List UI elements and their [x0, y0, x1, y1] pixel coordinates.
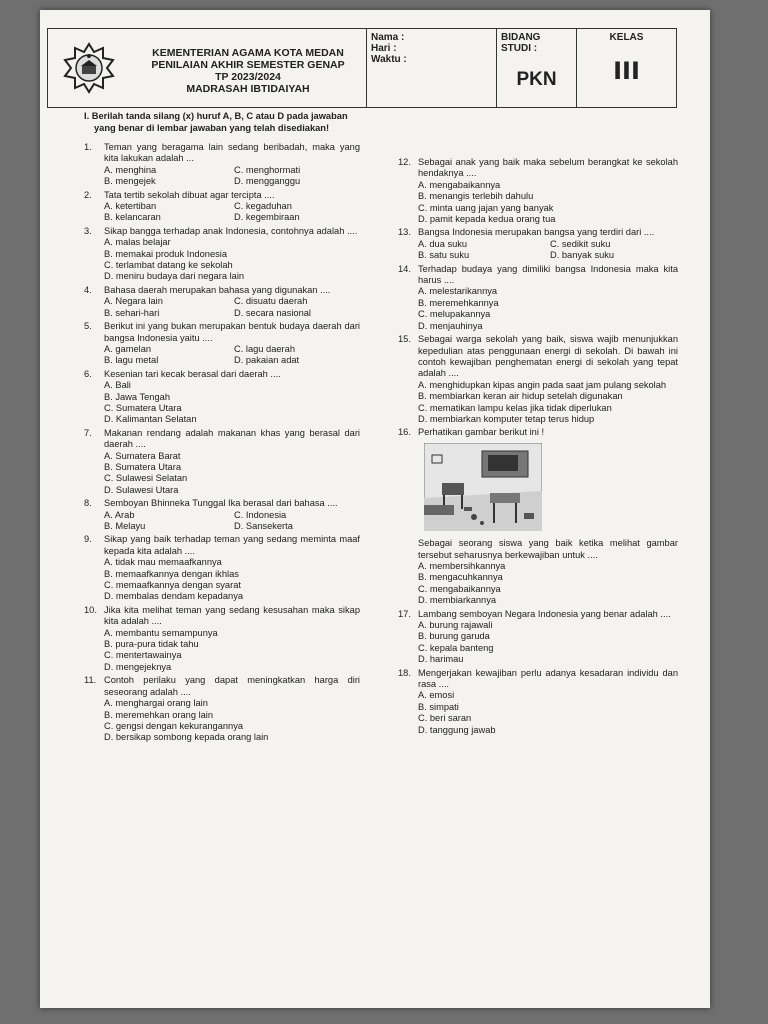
answer-option[interactable]: A. menghidupkan kipas angin pada saat jam pulang sekolah: [418, 379, 667, 390]
answer-option[interactable]: A. melestarikannya: [418, 286, 498, 297]
question-stem: [398, 427, 678, 438]
question-stem: [84, 605, 360, 628]
question-number: 6.: [84, 368, 92, 379]
answer-option[interactable]: A. Negara lain: [104, 296, 163, 307]
answer-option[interactable]: C. Sulawesi Selatan: [104, 473, 188, 484]
question-number: 2.: [84, 189, 92, 200]
question-text: Jika kita melihat teman yang sedang kesusahan maka sikap kita adalah ....: [104, 604, 360, 627]
question-stem: [398, 227, 678, 238]
answer-option[interactable]: C. Indonesia: [234, 509, 287, 520]
answer-option[interactable]: D. bersikap sombong kepada orang lain: [104, 732, 269, 743]
answer-option[interactable]: D. Sulawesi Utara: [104, 484, 179, 495]
answer-option[interactable]: D. membiarkan komputer tetap terus hidup: [418, 413, 595, 424]
question-list-left: [84, 142, 360, 744]
answer-options: [398, 180, 678, 226]
question-item: [84, 142, 360, 188]
answer-options: [84, 698, 360, 744]
question-stem: [84, 285, 360, 296]
question-text: Sebagai warga sekolah yang baik, siswa wajib menunjukkan kepedulian atas penggunaan energi di sekolah. Di bawah ini contoh kewajiban penghematan energi di sekolah yang tepat adalah ....: [418, 334, 678, 379]
answer-option[interactable]: C. melupakannya: [418, 309, 491, 320]
question-text-continued: Sebagai seorang siswa yang baik ketika melihat gambar tersebut seharusnya berkewajiban untuk ....: [418, 538, 678, 560]
answer-options: [84, 344, 360, 367]
answer-option[interactable]: B. membiarkan keran air hidup setelah digunakan: [418, 391, 623, 402]
answer-options: [398, 286, 678, 332]
question-number: 16.: [398, 427, 411, 438]
answer-options: [84, 557, 360, 603]
question-stem: [84, 190, 360, 201]
answer-option[interactable]: B. sehari-hari: [104, 307, 160, 318]
answer-option[interactable]: C. beri saran: [418, 713, 472, 724]
question-stem: [84, 142, 360, 165]
answer-options: [84, 628, 360, 674]
answer-option[interactable]: C. kepala banteng: [418, 642, 494, 653]
answer-option[interactable]: D. kegembiraan: [234, 212, 300, 223]
answer-option[interactable]: D. mengganggu: [234, 176, 301, 187]
answer-option[interactable]: D. Kalimantan Selatan: [104, 414, 197, 425]
answer-option[interactable]: C. Sumatera Utara: [104, 402, 182, 413]
question-text: Semboyan Bhinneka Tunggal Ika berasal dari bahasa ....: [104, 498, 338, 509]
question-item: [84, 428, 360, 496]
question-item: [84, 321, 360, 367]
question-number: 13.: [398, 227, 411, 238]
question-text: Sebagai anak yang baik maka sebelum berangkat ke sekolah hendaknya ....: [418, 157, 678, 179]
school-name: MADRASAH IBTIDAIYAH: [186, 83, 310, 95]
answer-option[interactable]: C. disuatu daerah: [234, 296, 308, 307]
question-text: Bahasa daerah merupakan bahasa yang digunakan ....: [104, 284, 331, 295]
header-title: [130, 29, 366, 107]
answer-option[interactable]: D. menjauhinya: [418, 320, 483, 331]
answer-options: [398, 380, 678, 426]
question-item: [84, 498, 360, 532]
student-info: [366, 29, 496, 107]
answer-option[interactable]: B. meremehkan orang lain: [104, 709, 214, 720]
subject-value: PKN: [516, 69, 557, 90]
answer-options: [398, 620, 678, 666]
answer-option[interactable]: B. lagu metal: [104, 355, 159, 366]
answer-option[interactable]: D. pakaian adat: [234, 355, 300, 366]
class-label: KELAS: [609, 32, 644, 43]
instructions: I. Berilah tanda silang (x) huruf A, B, C atau D pada jawaban yang benar di lembar jawaban yang telah disediakan!: [84, 111, 348, 133]
answer-options: [398, 690, 678, 736]
question-item: [398, 157, 678, 225]
time-label: Waktu :: [371, 54, 407, 65]
answer-option[interactable]: C. lagu daerah: [234, 343, 295, 354]
question-number: 10.: [84, 604, 97, 615]
answer-options: [398, 561, 678, 607]
question-text: Teman yang beragama lain sedang beribadah, maka yang kita lakukan adalah ...: [104, 142, 360, 164]
left-column: [84, 110, 360, 746]
answer-option[interactable]: A. Sumatera Barat: [104, 450, 181, 461]
question-text: Berikut ini yang bukan merupakan bentuk budaya daerah dari bangsa Indonesia yaitu ....: [104, 321, 360, 343]
question-item: [398, 334, 678, 425]
question-number: 9.: [84, 534, 92, 545]
question-item: [84, 226, 360, 283]
question-stem: [84, 675, 360, 698]
answer-option[interactable]: C. minta uang jajan yang banyak: [418, 202, 554, 213]
answer-options: [84, 451, 360, 497]
answer-option[interactable]: B. burung garuda: [418, 631, 490, 642]
answer-option[interactable]: C. mentertawainya: [104, 650, 182, 661]
answer-option[interactable]: A. membersihkannya: [418, 560, 506, 571]
answer-option[interactable]: D. banyak suku: [550, 250, 615, 261]
question-item: [84, 605, 360, 673]
question-item: [398, 609, 678, 666]
answer-options: [84, 201, 360, 224]
question-stem: [84, 534, 360, 557]
answer-option[interactable]: C. mematikan lampu kelas jika tidak diperlukan: [418, 402, 612, 413]
question-stem: [84, 369, 360, 380]
question-number: 15.: [398, 334, 411, 345]
right-column: [398, 157, 678, 738]
answer-option[interactable]: A. menghina: [104, 164, 157, 175]
question-text: Sikap bangga terhadap anak Indonesia, contohnya adalah ....: [104, 225, 358, 236]
answer-option[interactable]: B. kelancaran: [104, 212, 161, 223]
question-stem: [84, 428, 360, 451]
question-text: Tata tertib sekolah dibuat agar tercipta ....: [104, 189, 275, 200]
answer-option[interactable]: A. menghargai orang lain: [104, 698, 208, 709]
question-item: [84, 369, 360, 426]
answer-option[interactable]: D. membiarkannya: [418, 595, 497, 606]
answer-option[interactable]: B. Sumatera Utara: [104, 461, 181, 472]
question-stem: [398, 157, 678, 180]
answer-option[interactable]: B. mengejek: [104, 176, 156, 187]
question-number: 4.: [84, 284, 92, 295]
answer-options: [84, 237, 360, 283]
answer-option[interactable]: B. pura-pura tidak tahu: [104, 639, 199, 650]
question-stem: [398, 668, 678, 691]
question-number: 5.: [84, 321, 92, 332]
answer-option[interactable]: A. burung rajawali: [418, 620, 493, 630]
day-label: Hari :: [371, 43, 397, 54]
question-stem: [398, 609, 678, 620]
question-stem: [398, 334, 678, 380]
question-text: Perhatikan gambar berikut ini !: [418, 427, 545, 438]
answer-option[interactable]: B. Melayu: [104, 521, 146, 531]
name-label: Nama :: [371, 32, 405, 43]
question-text: Kesenian tari kecak berasal dari daerah ....: [104, 368, 281, 379]
answer-option[interactable]: B. mengacuhkannya: [418, 572, 503, 583]
answer-option[interactable]: A. membantu semampunya: [104, 627, 218, 638]
question-text: Terhadap budaya yang dimiliki bangsa Indonesia maka kita harus ....: [418, 263, 678, 286]
question-number: 17.: [398, 608, 411, 619]
answer-option[interactable]: C. kegaduhan: [234, 201, 292, 212]
answer-option[interactable]: B. memaafkannya dengan ikhlas: [104, 568, 239, 579]
answer-option[interactable]: A. malas belajar: [104, 237, 171, 248]
institution-name: KEMENTERIAN AGAMA KOTA MEDAN: [152, 47, 344, 59]
question-stem: [398, 264, 678, 287]
answer-options: [398, 239, 678, 262]
answer-option[interactable]: C. sedikit suku: [550, 238, 611, 249]
question-number: 3.: [84, 225, 92, 236]
question-list-right: [398, 157, 678, 736]
answer-option[interactable]: B. menangis terlebih dahulu: [418, 191, 534, 202]
class-value: III: [613, 57, 640, 85]
answer-option[interactable]: C. terlambat datang ke sekolah: [104, 260, 233, 271]
answer-option[interactable]: B. Jawa Tengah: [104, 391, 170, 402]
question-item: [398, 227, 678, 261]
question-item: [84, 285, 360, 319]
question-text: Mengerjakan kewajiban perlu adanya kesadaran individu dan rasa ....: [418, 667, 678, 690]
question-text: Makanan rendang adalah makanan khas yang berasal dari daerah ....: [104, 427, 360, 450]
answer-options: [84, 165, 360, 188]
question-item: [84, 675, 360, 743]
academic-year: TP 2023/2024: [215, 71, 281, 83]
answer-option[interactable]: D. mengejeknya: [104, 661, 172, 672]
answer-option[interactable]: D. secara nasional: [234, 307, 311, 318]
answer-option[interactable]: A. emosi: [418, 690, 455, 701]
messy-classroom-picture: [424, 443, 542, 531]
exam-name: PENILAIAN AKHIR SEMESTER GENAP: [151, 59, 345, 71]
question-text: Contoh perilaku yang dapat meningkatkan harga diri seseorang adalah ....: [104, 675, 360, 697]
answer-option[interactable]: C. mengabaikannya: [418, 583, 501, 594]
answer-option[interactable]: C. gengsi dengan kekurangannya: [104, 720, 244, 731]
question-stem: [84, 226, 360, 237]
answer-option[interactable]: B. satu suku: [418, 250, 470, 261]
answer-options: [84, 380, 360, 426]
question-number: 1.: [84, 142, 92, 152]
answer-option[interactable]: C. menghormati: [234, 164, 301, 175]
question-stem: [84, 498, 360, 509]
subject-cell: [496, 29, 576, 107]
question-text: Sikap yang baik terhadap teman yang sedang meminta maaf kepada kita adalah ....: [104, 534, 360, 556]
answer-options: [84, 296, 360, 319]
header-logo: [48, 29, 130, 107]
answer-option[interactable]: A. ketertiban: [104, 201, 157, 212]
question-number: 12.: [398, 157, 411, 167]
subject-label: BIDANG STUDI :: [501, 32, 541, 54]
answer-option[interactable]: A. gamelan: [104, 343, 152, 354]
answer-option[interactable]: A. tidak mau memaafkannya: [104, 557, 222, 568]
answer-option[interactable]: D. tanggung jawab: [418, 724, 496, 735]
question-number: 8.: [84, 498, 92, 509]
question-item: [84, 190, 360, 224]
question-item: [84, 534, 360, 602]
answer-option[interactable]: D. Sansekerta: [234, 521, 293, 531]
answer-option[interactable]: D. membalas dendam kepadanya: [104, 591, 244, 602]
question-number: 11.: [84, 675, 97, 686]
question-item: [398, 668, 678, 736]
question-stem: [84, 321, 360, 344]
answer-option[interactable]: D. pamit kepada kedua orang tua: [418, 214, 556, 225]
question-text: Lambang semboyan Negara Indonesia yang benar adalah ....: [418, 608, 671, 619]
answer-option[interactable]: A. Bali: [104, 380, 131, 391]
question-number: 7.: [84, 427, 92, 438]
question-number: 14.: [398, 263, 411, 274]
answer-option[interactable]: D. harimau: [418, 654, 464, 665]
question-item: [398, 264, 678, 332]
answer-option[interactable]: A. Arab: [104, 509, 135, 520]
question-text: Bangsa Indonesia merupakan bangsa yang terdiri dari ....: [418, 227, 655, 238]
answer-options: [84, 510, 360, 533]
answer-option[interactable]: A. dua suku: [418, 238, 468, 249]
kemenag-emblem-icon: [63, 42, 115, 94]
answer-option[interactable]: C. memaafkannya dengan syarat: [104, 580, 241, 591]
question-number: 18.: [398, 667, 411, 678]
exam-header: [47, 28, 677, 108]
answer-option[interactable]: B. meremehkannya: [418, 297, 499, 308]
answer-option[interactable]: B. memakai produk Indonesia: [104, 248, 227, 259]
answer-option[interactable]: B. simpati: [418, 701, 459, 712]
question-item: [398, 427, 678, 606]
class-cell: [576, 29, 676, 107]
answer-option[interactable]: D. meniru budaya dari negara lain: [104, 271, 245, 282]
answer-option[interactable]: A. mengabaikannya: [418, 179, 501, 190]
